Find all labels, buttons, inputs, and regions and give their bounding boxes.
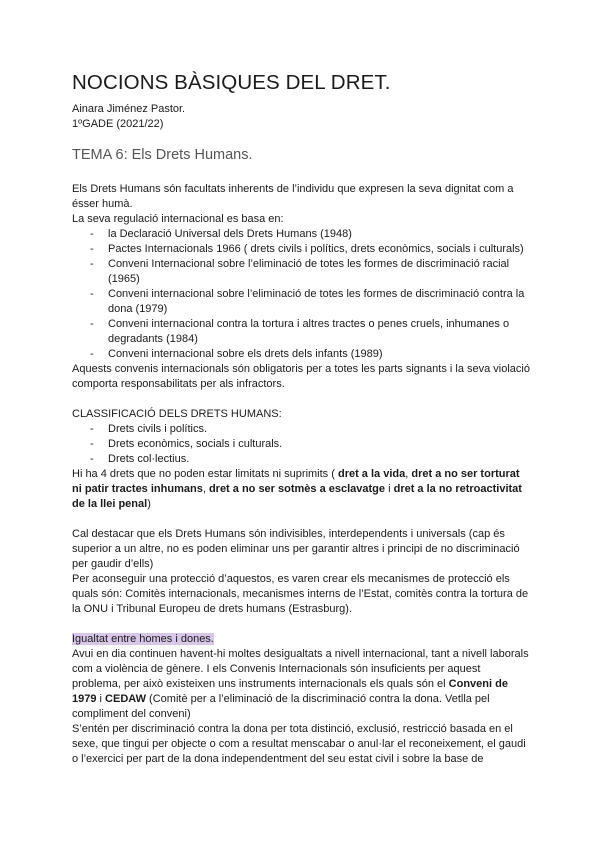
right-life: dret a la vida xyxy=(337,468,406,480)
right-non-retroactivity: dret a la no retroactivitat de la llei penal xyxy=(72,483,522,510)
equality-heading xyxy=(72,632,530,647)
list-item: - Conveni internacional sobre l’eliminació de totes les formes de discriminació contra la dona (1979) xyxy=(90,287,530,317)
instruments-list xyxy=(72,227,530,362)
list-item: - Conveni internacional contra la tortura i altres tractes o penes cruels, inhumanes o degradants (1984) xyxy=(90,317,530,347)
list-item: - Conveni Internacional sobre l’eliminació de totes les formes de discriminació racial (1965) xyxy=(90,257,530,287)
highlighted-heading: Igualtat entre homes i dones. xyxy=(72,633,214,645)
list-item: - Drets col·lectius. xyxy=(90,452,530,467)
right-no-torture: dret a no ser torturat ni patir tractes inhumans xyxy=(72,468,520,495)
absolute-rights-paragraph: Hi ha 4 drets que no poden estar limitats ni suprimits ( dret a la vida, dret a no ser torturat ni patir tractes inhumans, dret a no ser sotmès a esclavatge i dret a la no retroactivitat de la llei penal) xyxy=(72,468,522,510)
classification-heading: CLASSIFICACIÓ DELS DRETS HUMANS: xyxy=(72,408,282,420)
list-item: - la Declaració Universal dels Drets Humans (1948) xyxy=(90,227,530,242)
topic-heading: TEMA 6: Els Drets Humans. xyxy=(72,147,253,163)
author: Ainara Jiménez Pastor. xyxy=(72,103,186,115)
protection-paragraph: Per aconseguir una protecció d’aquestos, es varen crear els mecanismes de protecció els quals són: Comitès internacionals, mecanismes interns de l’Estat, comitès contra la tortura de la ONU i Tribunal Europeu de drets humans (Estrasburg). xyxy=(72,573,529,615)
list-item: - Conveni internacional sobre els drets dels infants (1989) xyxy=(90,347,530,362)
definition-paragraph: Els Drets Humans són facultats inherents de l’individu que expresen la seva dignitat com a ésser humà. xyxy=(72,183,514,210)
list-item: - Drets econòmics, socials i culturals. xyxy=(90,437,530,452)
equality-paragraph-1: Avui en dia continuen havent-hi moltes desigualtats a nivell internacional, tant a nivell laborals com a violència de gènere. I els Convenis Internacionals són insuficients per aquest problema, per això existeixen uns instruments internacionals els quals són el Conveni de 1979 i CEDAW (Comitè per a l’eliminació de la discriminació contra la dona. Vetlla pel compliment del conveni) xyxy=(72,648,529,720)
obligation-paragraph: Aquests convenis internacionals són obligatoris per a totes les parts signants i la seva violació comporta responsabilitats per als infractors. xyxy=(72,363,530,390)
features-paragraph: Cal destacar que els Drets Humans són indivisibles, interdependents i universals (cap és superior a un altre, no es poden eliminar uns per garantir altres i principi de no discriminació per gaudir d’ells) xyxy=(72,528,520,570)
course: 1ºGADE (2021/22) xyxy=(72,118,164,130)
equality-paragraph-2: S’entén per discriminació contra la dona per tota distinció, exclusió, restricció basada en el sexe, que tingui per objecte o com a resultat menscabar o anul·lar el reconeixement, el gaudi o l’exercici per part de la dona independentment del seu estat civil i sobre la base de xyxy=(72,723,526,765)
right-no-slavery: dret a no ser sotmès a esclavatge xyxy=(208,483,386,495)
document-title: NOCIONS BÀSIQUES DEL DRET. xyxy=(72,71,391,94)
regulation-lead: La seva regulació internacional es basa en: xyxy=(72,213,284,225)
list-item: - Pactes Internacionals 1966 ( drets civils i polítics, drets econòmics, socials i culturals) xyxy=(90,242,530,257)
classification-list xyxy=(72,422,530,467)
list-item: - Drets civils i polítics. xyxy=(90,422,530,437)
